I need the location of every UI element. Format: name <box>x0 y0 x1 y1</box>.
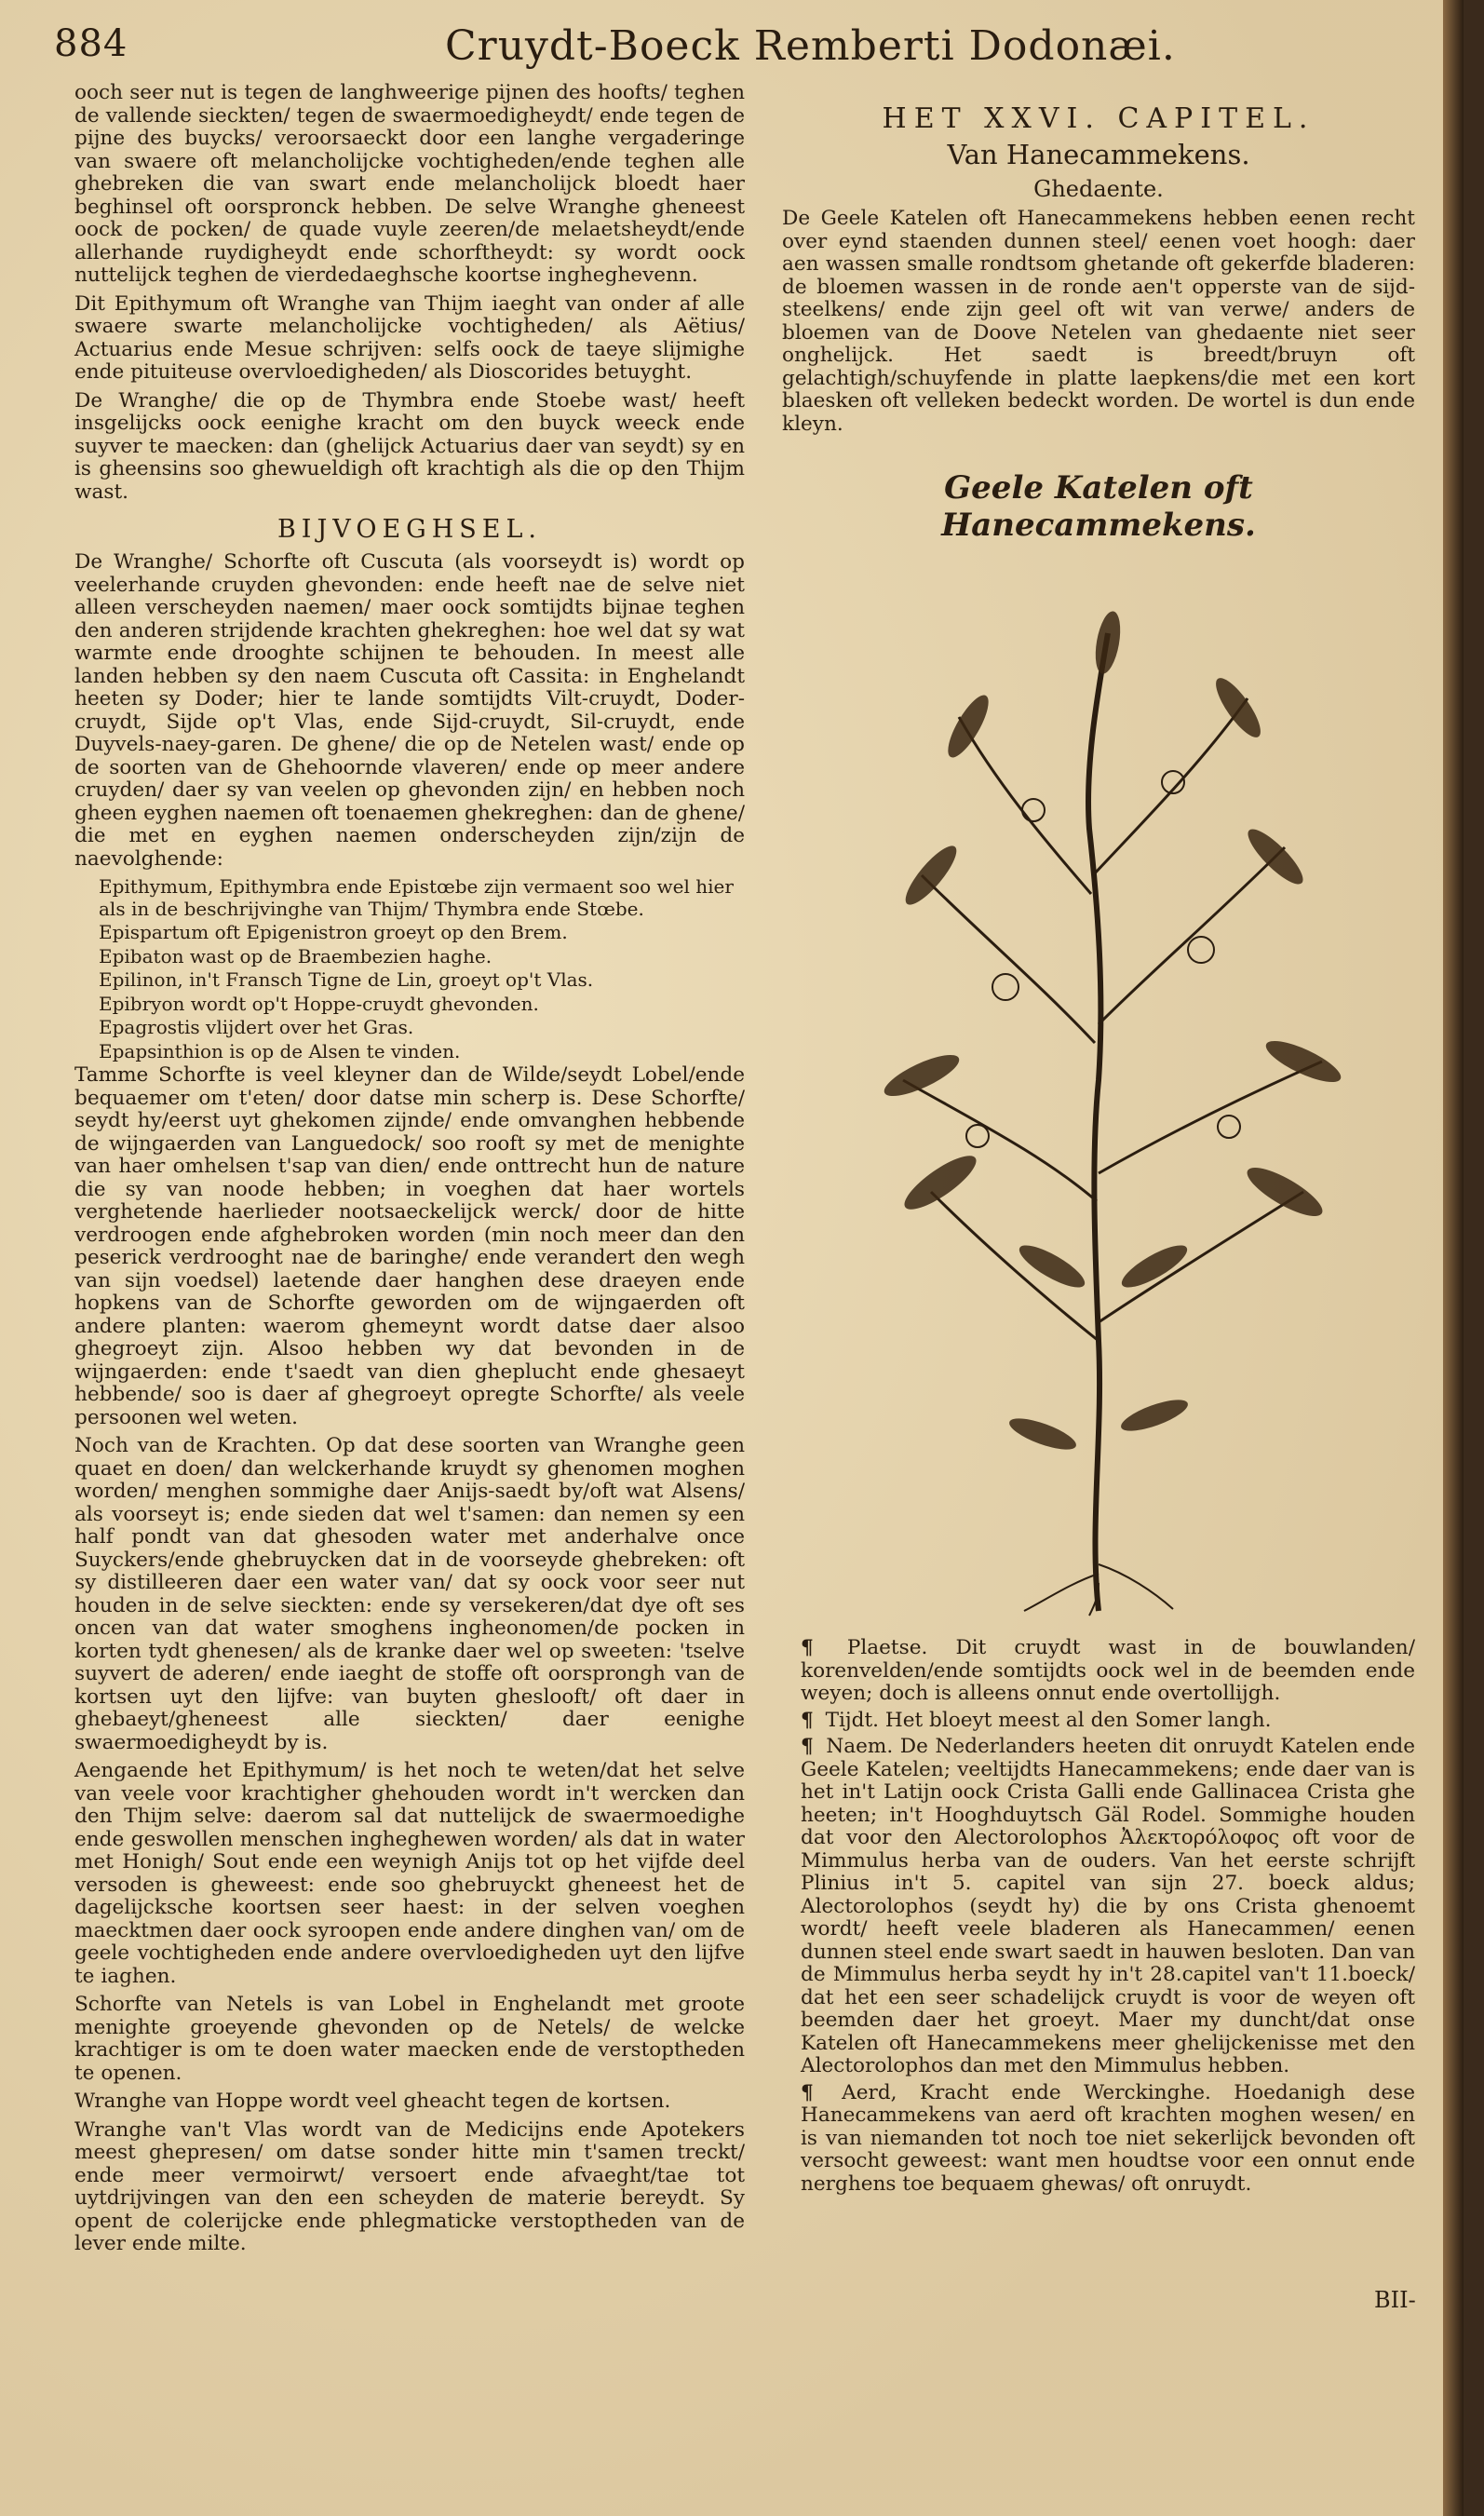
paragraph: Aengaende het Epithymum/ is het noch te weten/dat het selve van veele voor krachtigher ghehouden wordt in't wercken dan den Thijm selve: daerom sal dat nuttelijck de swaermoedighe ende geswollen menschen ingheghewen worden/ als dat in water met Honigh/ Sout ende een weynigh Anijs tot op het vijfde deel versoden is gheweest: ende soo ghebruyckt gheneest het de dagelijcksche koortsen seer haest: in der selven voeghen maecktmen daer oock syroopen ende andere dinghen van/ om de geele vochtigheden ende andere overvloedigheden uyt den lijfve te iaghen. <box>74 1759 745 1988</box>
notes-section <box>801 1637 1415 2199</box>
paragraph: Schorfte van Netels is van Lobel in Enghelandt met groote menighte groeyende ghevonden op de Netels/ de welcke krachtiger is om te doen water maecken ende de verstoptheden te openen. <box>74 1993 745 2085</box>
ghedaente-heading: Ghedaente. <box>1033 176 1164 202</box>
note-plaetse <box>801 1637 1415 1706</box>
pilcrow-icon: ¶ <box>801 1708 814 1732</box>
chapter-title: HET XXVI. CAPITEL. <box>882 102 1315 135</box>
plant-illustration <box>819 596 1396 1620</box>
paragraph: Dit Epithymum oft Wranghe van Thijm iaeght van onder af alle swaere swarte melancholijcke vochtigheden/ als Aëtius/ Actuarius ende Mesue schrijven: selfs oock de taeye slijmighe ende pituiteuse overvloedigheden/ als Dioscorides betuyght. <box>74 291 745 384</box>
note-label: Naem. <box>826 1735 894 1758</box>
named-list-item: Epibryon wordt op't Hoppe-cruydt ghevonden. <box>99 992 539 1015</box>
paragraph: Noch van de Krachten. Op dat dese soorten van Wranghe geen quaet en doen/ dan welckerhande kruydt sy ghenomen moghen worden/ menghen sommighe daer Anijs-saedt by/oft wat Alsens/ als voorseyt is; ende sieden dat wel t'samen: dan nemen sy een half pondt van dat ghesoden water met anderhalve once Suyckers/ende ghebruycken dat in de voorseyde ghebreken: oft sy distilleeren daer een water van/ dat sy oock voor seer nut houden in de selve sieckten: ende sy versekeren/dat dye oft ses oncen van dat water smoghens ingheonomen/de pocken in korten tydt ghenesen/ als de kranke daer wel op sweeten: 'tselve suyvert de aderen/ ende iaeght de stoffe oft oorsprongh van de kortsen uyt den lijfve: van buyten gheslooft/ oft daer in ghebaeyt/gheneest alle sieckten/ daer eenighe swaermoedigheydt by is. <box>74 1434 745 1754</box>
note-text: Hoedanigh dese Hanecammekens van aerd oft krachten moghen wesen/ en is van niemanden tot noch toe niet sekerlijck bevonden oft versocht geweest: want men houdtse voor een onnut ende nerghens toe bequaem ghewas/ oft onruydt. <box>801 2080 1415 2196</box>
bijvoeghsel-heading: BIJVOEGHSEL. <box>277 515 543 544</box>
page-header <box>54 17 1376 76</box>
pilcrow-icon: ¶ <box>801 2080 814 2104</box>
running-title: Cruydt-Boeck Remberti Dodonæi. <box>445 22 1176 70</box>
pilcrow-icon: ¶ <box>801 1636 814 1659</box>
note-text: Het bloeyt meest al den Somer langh. <box>884 1708 1272 1732</box>
note-aerd-kracht <box>801 2082 1415 2197</box>
bijvoeghsel-intro: De Wranghe/ Schorfte oft Cuscuta (als voorseydt is) wordt op veelerhande cruyden ghevonden: ende heeft nae de selve niet alleen verscheyden naemen/ maer oock somtijdts bijnae teghen den anderen strijdende krachten ghekreghen: hoe wel dat sy wat warmte ende drooghte schijnen te behouden. In meest alle landen hebben sy den naem Cuscuta oft Cassita: in Enghelandt heeten sy Doder; hier te lande somtijdts Vilt-cruydt, Doder-cruydt, Sijde op't Vlas, ende Sijd-cruydt, Sil-cruydt, ende Duyvels-naey-garen. De ghene/ die op de Netelen wast/ ende op de soorten van de Ghehoornde vlaveren/ ende op meer andere cruyden/ daer sy van veelen op ghevonden zijn/ en hebben noch gheen eyghen naemen oft toenaemen ghekreghen: dan de ghene/ die met en eyghen naemen onderscheyden zijn/zijn de naevolghende: <box>74 550 745 871</box>
note-label: Plaetse. <box>846 1636 928 1659</box>
note-label: Tijdt. <box>825 1708 879 1732</box>
chapter-subtitle: Van Hanecammekens. <box>947 139 1250 170</box>
named-list-item: Epagrostis vlijdert over het Gras. <box>99 1016 414 1038</box>
named-list-item: Epilinon, in't Fransch Tigne de Lin, groeyt op't Vlas. <box>99 968 594 991</box>
paragraph: De Wranghe/ die op de Thymbra ende Stoebe wast/ heeft insgelijcks oock eenighe kracht om den buyck weeck ende suyver te maecken: dan (ghelijck Actuarius daer van seydt) sy en is gheensins soo ghewueldigh oft krachtigh als die op den Thijm wast. <box>74 388 745 504</box>
paragraph: Tamme Schorfte is veel kleyner dan de Wilde/seydt Lobel/ende bequaemer om t'eten/ door datse min scherp is. Dese Schorfte/ seydt hy/eerst uyt ghekomen zijnde/ ende omvanghen hebbende de wijngaerden van Languedock/ soo rooft sy met de menighte van haer omhelsen t'sap van dien/ ende onttrecht hun de nature die sy van noode hebben; in voeghen dat haer wortels verghetende haerlieder nootsaeckelijck werck/ door de hitte verdroogen ende afghebroken worden (min noch meer dan den peserick verdrooght nae de baringhe/ ende verandert den wegh van sijn voedsel) laetende daer hanghen dese draeyen ende hopkens van de Schorfte geworden om de wijngaerden oft andere planten: waerom ghemeynt wordt datse daer alsoo ghegroeyt zijn. Alsoo hebben wy dat bevonden in de wijngaerden: ende t'saedt van dien gheplucht ende ghesaeyt hebbende/ soo is daer af ghegroeyt opregte Schorfte/ als veele persoonen wel weten. <box>74 1063 745 1429</box>
note-naem <box>801 1736 1415 2078</box>
illustration-caption: Geele Katelen oft Hanecammekens. <box>941 469 1256 544</box>
paragraph: ooch seer nut is tegen de langhweerige pijnen des hoofts/ teghen de vallende sieckten/ tegen de swaermoedigheydt/ ende tegen de pijne des buycks/ veroorsaeckt door een langhe vergaderinge van swaere oft melancholijcke vochtigheden/ende teghen alle ghebreken die van swart ende melancholijck bloedt haer beghinsel oft oorspronck hebben. De selve Wranghe gheneest oock de pocken/ de quade vuyle zeeren/de melaetsheydt/ende allerhande ruydigheydt ende schorftheydt: sy wordt oock nuttelijck teghen de vierdedaeghsche koortse ingheghevenn. <box>74 81 745 287</box>
named-list-item: Epithymum, Epithymbra ende Epistœbe zijn vermaent soo wel hier als in de beschrijvinghe van Thijm/ Thymbra ende Stœbe. <box>99 875 734 920</box>
woodcut-plant-svg <box>819 596 1396 1620</box>
named-list-item: Epispartum oft Epigenistron groeyt op den Brem. <box>99 921 568 943</box>
named-list-item: Epapsinthion is op de Alsen te vinden. <box>99 1039 461 1062</box>
note-text: Dit cruydt wast in de bouwlanden/ korenvelden/ende somtijdts oock wel in de beemden ende weyen; doch is alleens onnut ende overtollijgh. <box>801 1636 1415 1705</box>
right-column <box>782 102 1415 553</box>
page-number: 884 <box>54 22 128 65</box>
paragraph: Wranghe van Hoppe wordt veel gheacht tegen de kortsen. <box>74 2090 671 2113</box>
note-text: De Nederlanders heeten dit onruydt Katelen ende Geele Katelen; veeltijdts Hanecammekens; ende daer van is het in't Latijn oock Crista Galli ende Gallinacea Crista ghe heeten; in't Hooghduytsch Gäl Rodel. Sommighe houden dat voor den Alectorolophos Ἀλεκτορόλοφος oft voor de Mimmulus herba van de ouders. Van het eerste schrijft Plinius in't 5. capitel van sijn 27. boeck aldus; Alectorolophos (seydt hy) die by ons Crista ghenoemt wordt/ heeft veele bladeren als Hanecammen/ eenen dunnen steel ende swart saedt in hauwen besloten. Dan van de Mimmulus herba seydt hy in't 28.capitel van't 11.boeck/ dat het een seer schadelijck cruydt is voor de weyen oft beemden daer het groeyt. Maer my duncht/dat onse Katelen oft Hanecammekens meer ghelijckenisse met den Alectorolophos dan met den Mimmulus hebben. <box>801 1735 1415 2077</box>
note-tijdt <box>801 1710 1415 1733</box>
page-edge <box>1443 0 1464 2516</box>
note-label: Aerd, Kracht ende Werckinghe. <box>842 2080 1211 2104</box>
left-column <box>74 82 745 2262</box>
pilcrow-icon: ¶ <box>801 1735 814 1758</box>
paragraph: Wranghe van't Vlas wordt van de Medicijns ende Apotekers meest ghepresen/ om datse sonder hitte min t'samen treckt/ ende meer vermoirwt/ versoert ende afvaeght/tae tot uytdrijvingen van den een scheyden de materie bereydt. Sy opent de colerijcke ende phlegmaticke verstoptheden van de lever ende milte. <box>74 2117 745 2255</box>
named-list-item: Epibaton wast op de Braembezien haghe. <box>99 944 492 967</box>
catchword: BII- <box>1374 2287 1416 2313</box>
ghedaente-text: De Geele Katelen oft Hanecammekens hebben eenen recht over eynd staenden dunnen steel/ eenen voet hoogh: daer aen wassen smalle rondtsom ghetande oft gekerfde bladeren: de bloemen wassen in de ronde aen't opperste van de sijd-steelkens/ ende zijn geel oft wit van verwe/ anders de bloemen van de Doove Netelen van ghedaente niet seer onghelijck. Het saedt is breedt/bruyn oft gelachtigh/schuyfende in platte laepkens/die met een kort blaesken oft velleken bedeckt worden. De wortel is dun ende kleyn. <box>782 207 1415 436</box>
